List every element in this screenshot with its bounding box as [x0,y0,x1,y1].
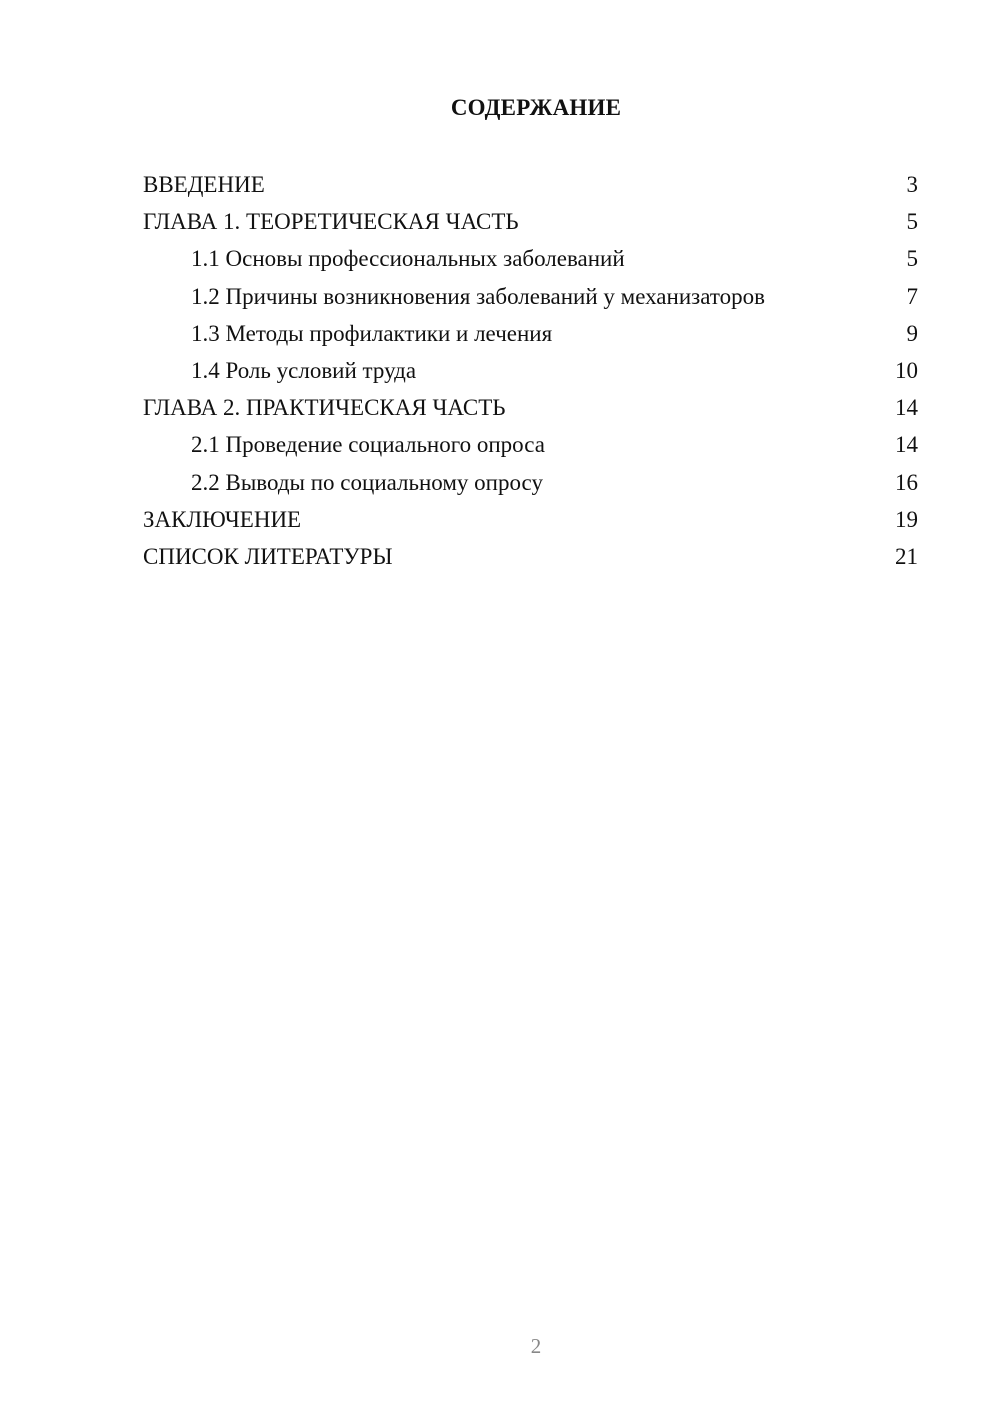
toc-label: 1.4 Роль условий труда [191,357,417,383]
toc-label: ГЛАВА 1. ТЕОРЕТИЧЕСКАЯ ЧАСТЬ [143,209,519,235]
toc-entry-section-1-3 [143,319,918,356]
toc-entry-conclusion [143,505,918,542]
toc-entry-section-1-2 [143,282,918,319]
toc-entry-section-2-1 [143,430,918,467]
table-of-contents [143,170,918,579]
toc-label: 1.1 Основы профессиональных заболеваний [191,246,625,272]
toc-page-number: 9 [906,320,918,346]
toc-page-number: 7 [906,283,918,309]
toc-label: ЗАКЛЮЧЕНИЕ [143,506,302,532]
toc-entry-section-1-1 [143,244,918,281]
toc-entry-references [143,542,918,579]
toc-entry-section-2-2 [143,468,918,505]
toc-entry-chapter-2 [143,393,918,430]
toc-label: ВВЕДЕНИЕ [143,172,265,197]
toc-label: 1.3 Методы профилактики и лечения [191,320,553,346]
toc-entry-chapter-1 [143,207,918,244]
toc-label: 2.1 Проведение социального опроса [191,432,545,458]
toc-page-number: 21 [895,543,918,569]
toc-entry-section-1-4 [143,356,918,393]
toc-label: ГЛАВА 2. ПРАКТИЧЕСКАЯ ЧАСТЬ [143,395,506,421]
page-number: 2 [530,1334,542,1358]
toc-page-number: 14 [895,432,918,458]
toc-label: СПИСОК ЛИТЕРАТУРЫ [143,543,393,569]
toc-page-number: 14 [895,395,918,421]
toc-label: 2.2 Выводы по социальному опросу [191,469,543,495]
toc-page-number: 16 [895,469,918,495]
toc-page-number: 10 [895,357,918,383]
toc-page-number: 5 [906,209,918,235]
toc-page-number: 19 [895,506,918,532]
toc-entry-introduction [143,170,918,207]
toc-page-number: 5 [906,246,918,272]
page-title: СОДЕРЖАНИЕ [450,95,622,120]
toc-label: 1.2 Причины возникновения заболеваний у механизаторов [191,283,765,309]
toc-page-number: 3 [906,172,918,197]
